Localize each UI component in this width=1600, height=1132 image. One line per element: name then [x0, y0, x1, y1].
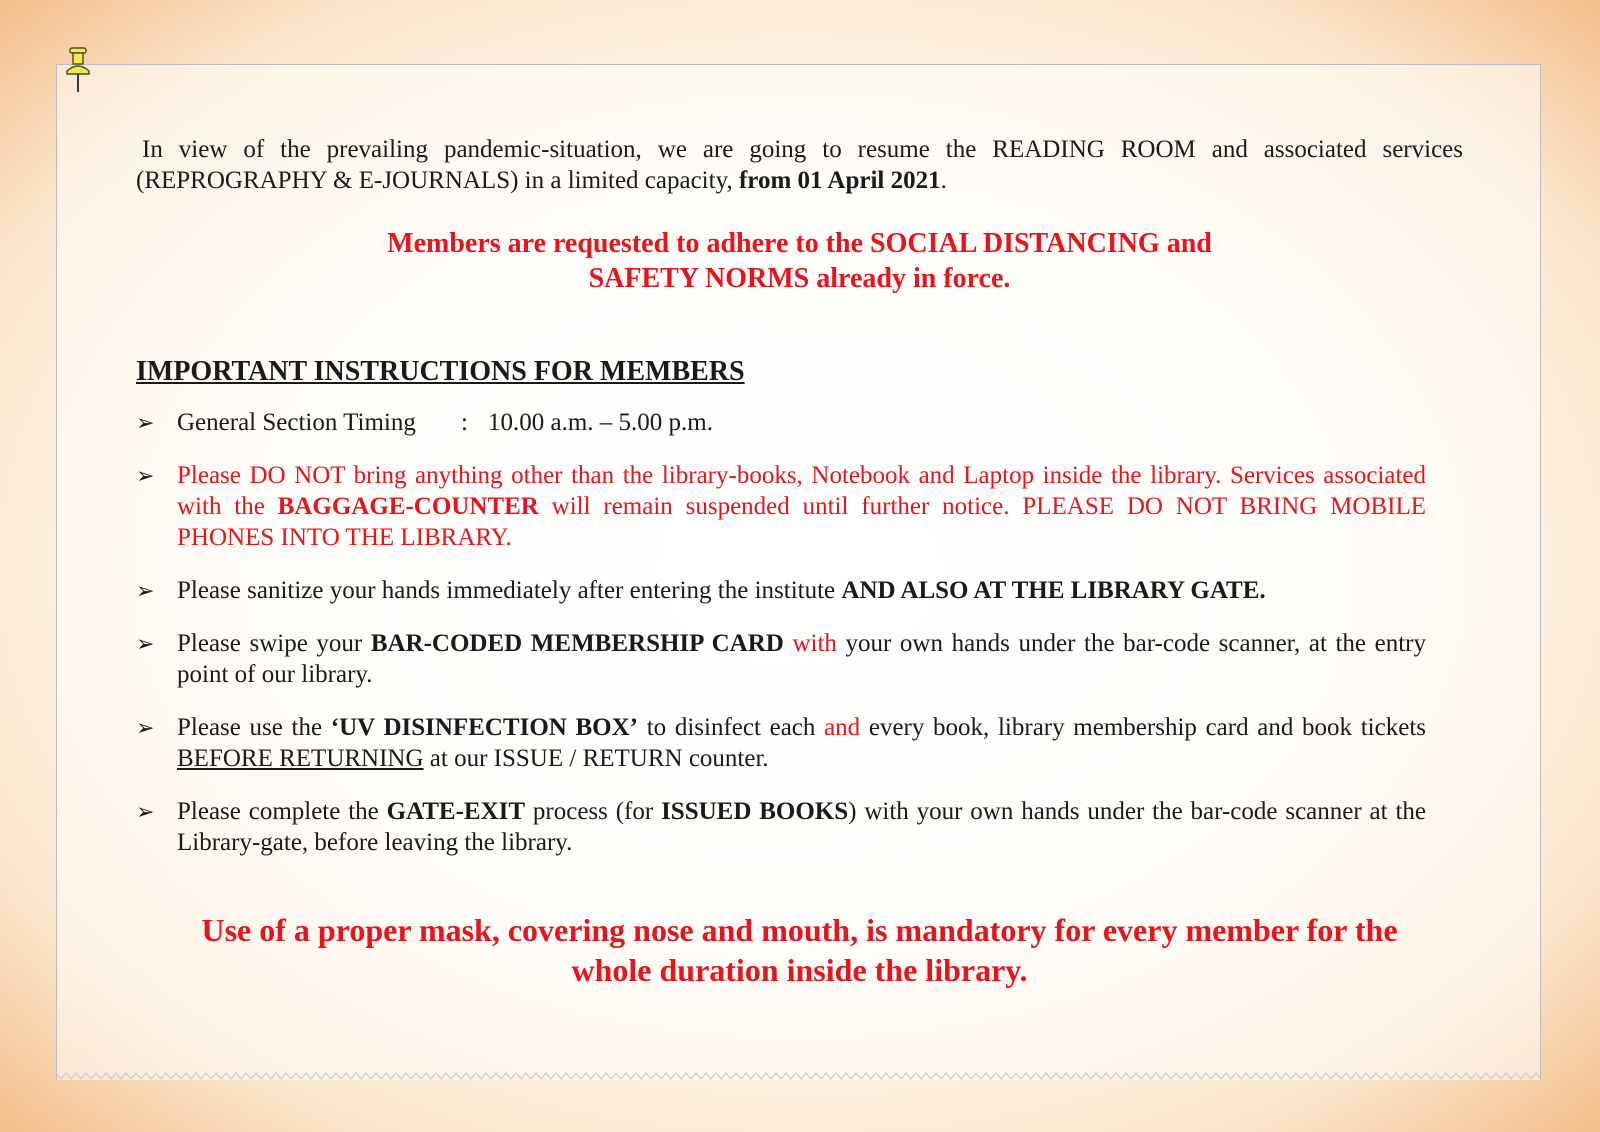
sanitize-emphasis: AND ALSO AT THE LIBRARY GATE.: [841, 577, 1266, 604]
swipe-with: with: [783, 630, 837, 657]
uv-text-2: to disinfect each: [638, 714, 825, 741]
exit-text-3: ) with your own hands under the bar-code scanner at the Library-gate, before leaving the library.: [177, 798, 1426, 856]
issued-books: ISSUED BOOKS: [661, 798, 849, 825]
swipe-text-2: your own hands under the bar-code scanner, at the entry point of our library.: [177, 630, 1426, 688]
uv-and: and: [824, 714, 861, 741]
intro-paragraph: [136, 134, 1463, 196]
exit-text-2: process (for: [525, 798, 662, 825]
list-item-gate-exit: [136, 796, 1426, 858]
start-date: from 01 April 2021: [738, 167, 941, 194]
social-distancing-notice: [136, 226, 1463, 296]
sanitize-text: Please sanitize your hands immediately after entering the institute: [177, 577, 842, 604]
swipe-text-1: Please swipe your: [177, 630, 371, 657]
baggage-text-2: will remain suspended until further notice. PLEASE DO NOT BRING MOBILE PHONES INTO THE LIBRARY.: [177, 493, 1426, 551]
membership-card: BAR-CODED MEMBERSHIP CARD: [370, 630, 784, 657]
timing-value: 10.00 a.m. – 5.00 p.m.: [488, 409, 713, 436]
uv-box: ‘UV DISINFECTION BOX’: [330, 714, 639, 741]
arrowhead-bullet-icon: ➢: [136, 578, 155, 603]
zigzag-border: [56, 1070, 1541, 1086]
intro-end: .: [940, 167, 947, 194]
list-item-swipe-card: [136, 628, 1426, 690]
push-pin-icon: [63, 46, 93, 94]
baggage-text-1: Please DO NOT bring anything other than the library-books, Notebook and Laptop inside the library. Services associated with the: [177, 462, 1426, 520]
arrowhead-bullet-icon: ➢: [136, 410, 155, 435]
uv-text-3: every book, library membership card and book tickets: [860, 714, 1426, 741]
notice-content: [136, 134, 1463, 990]
gate-exit: GATE-EXIT: [386, 798, 526, 825]
mask-notice-line-1: Use of a proper mask, covering nose and mouth, is mandatory for every member for the: [201, 912, 1398, 948]
list-item-sanitize: [136, 575, 1426, 606]
baggage-counter: BAGGAGE-COUNTER: [277, 493, 539, 520]
mask-notice-line-2: whole duration inside the library.: [571, 952, 1028, 988]
arrowhead-bullet-icon: ➢: [136, 631, 155, 656]
arrowhead-bullet-icon: ➢: [136, 715, 155, 740]
social-distancing-line-1: Members are requested to adhere to the SOCIAL DISTANCING and: [387, 228, 1212, 259]
instructions-list: [136, 407, 1426, 858]
list-item-baggage: [136, 460, 1426, 553]
timing-separator: :: [461, 409, 468, 436]
timing-label: General Section Timing: [177, 409, 416, 436]
exit-text-1: Please complete the: [177, 798, 387, 825]
instructions-heading: IMPORTANT INSTRUCTIONS FOR MEMBERS: [136, 356, 745, 387]
intro-text: In view of the prevailing pandemic-situation, we are going to resume the READING ROOM and associated services (REPROGRAPHY & E-JOURNALS) in a limited capacity,: [136, 136, 1463, 194]
uv-text-4: at our ISSUE / RETURN counter.: [423, 745, 769, 772]
social-distancing-line-2: SAFETY NORMS already in force.: [588, 263, 1011, 294]
arrowhead-bullet-icon: ➢: [136, 463, 155, 488]
arrowhead-bullet-icon: ➢: [136, 799, 155, 824]
list-item-uv-box: [136, 712, 1426, 774]
mask-notice: [136, 910, 1463, 990]
before-returning: BEFORE RETURNING: [177, 745, 424, 772]
list-item-timing: [136, 407, 1426, 438]
uv-text-1: Please use the: [177, 714, 331, 741]
